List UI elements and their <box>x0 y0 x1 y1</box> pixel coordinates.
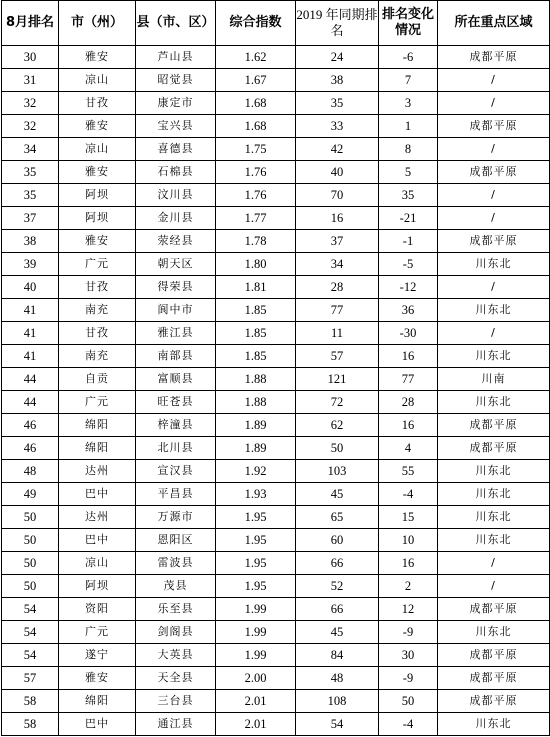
cell-change: 50 <box>379 690 438 713</box>
cell-city: 广元 <box>59 391 136 414</box>
cell-city: 凉山 <box>59 138 136 161</box>
cell-city: 广元 <box>59 621 136 644</box>
cell-index: 1.78 <box>216 230 296 253</box>
cell-rank: 46 <box>2 437 59 460</box>
cell-city: 遂宁 <box>59 644 136 667</box>
cell-zone: 川东北 <box>438 529 550 552</box>
cell-zone: 成都平原 <box>438 161 550 184</box>
cell-county: 恩阳区 <box>136 529 216 552</box>
cell-county: 得荣县 <box>136 276 216 299</box>
header-zone: 所在重点区域 <box>438 1 550 46</box>
cell-county: 喜德县 <box>136 138 216 161</box>
cell-change: 16 <box>379 345 438 368</box>
cell-index: 1.76 <box>216 161 296 184</box>
table-row <box>2 437 550 460</box>
cell-zone: / <box>438 276 550 299</box>
cell-zone: 成都平原 <box>438 414 550 437</box>
cell-rank: 58 <box>2 713 59 736</box>
cell-rank-2019: 42 <box>296 138 379 161</box>
cell-index: 1.95 <box>216 552 296 575</box>
cell-rank-2019: 34 <box>296 253 379 276</box>
table-row <box>2 322 550 345</box>
table-row <box>2 552 550 575</box>
table-row <box>2 161 550 184</box>
cell-rank-2019: 62 <box>296 414 379 437</box>
cell-county: 北川县 <box>136 437 216 460</box>
cell-rank: 50 <box>2 552 59 575</box>
cell-zone: 川东北 <box>438 460 550 483</box>
cell-rank: 38 <box>2 230 59 253</box>
table-row <box>2 506 550 529</box>
cell-county: 通江县 <box>136 713 216 736</box>
cell-change: -4 <box>379 483 438 506</box>
cell-zone: 成都平原 <box>438 115 550 138</box>
cell-index: 1.99 <box>216 621 296 644</box>
cell-rank-2019: 103 <box>296 460 379 483</box>
cell-change: 4 <box>379 437 438 460</box>
cell-change: 30 <box>379 644 438 667</box>
cell-index: 1.85 <box>216 322 296 345</box>
cell-county: 芦山县 <box>136 46 216 69</box>
cell-index: 1.80 <box>216 253 296 276</box>
cell-change: 1 <box>379 115 438 138</box>
cell-city: 阿坝 <box>59 575 136 598</box>
cell-city: 绵阳 <box>59 437 136 460</box>
cell-county: 朝天区 <box>136 253 216 276</box>
cell-rank-2019: 66 <box>296 552 379 575</box>
cell-change: 5 <box>379 161 438 184</box>
cell-index: 1.89 <box>216 437 296 460</box>
cell-rank: 54 <box>2 621 59 644</box>
table-row <box>2 230 550 253</box>
cell-rank-2019: 50 <box>296 437 379 460</box>
cell-county: 汶川县 <box>136 184 216 207</box>
table-row <box>2 207 550 230</box>
cell-index: 1.92 <box>216 460 296 483</box>
cell-county: 昭觉县 <box>136 69 216 92</box>
cell-rank-2019: 65 <box>296 506 379 529</box>
cell-index: 1.68 <box>216 92 296 115</box>
cell-rank-2019: 77 <box>296 299 379 322</box>
cell-rank: 44 <box>2 368 59 391</box>
header-rank-aug: 8月排名 <box>2 1 59 46</box>
cell-change: 2 <box>379 575 438 598</box>
cell-city: 达州 <box>59 506 136 529</box>
cell-rank: 35 <box>2 184 59 207</box>
cell-index: 1.68 <box>216 115 296 138</box>
cell-city: 凉山 <box>59 69 136 92</box>
cell-rank: 50 <box>2 506 59 529</box>
cell-index: 1.88 <box>216 368 296 391</box>
cell-zone: 川东北 <box>438 713 550 736</box>
cell-index: 2.01 <box>216 690 296 713</box>
cell-rank-2019: 48 <box>296 667 379 690</box>
cell-rank-2019: 52 <box>296 575 379 598</box>
cell-city: 巴中 <box>59 529 136 552</box>
cell-rank: 39 <box>2 253 59 276</box>
cell-zone: 成都平原 <box>438 437 550 460</box>
cell-index: 1.99 <box>216 644 296 667</box>
cell-city: 雅安 <box>59 230 136 253</box>
cell-city: 雅安 <box>59 46 136 69</box>
cell-zone: / <box>438 552 550 575</box>
cell-city: 达州 <box>59 460 136 483</box>
header-county: 县（市、区） <box>136 1 216 46</box>
cell-index: 1.99 <box>216 598 296 621</box>
cell-zone: 川南 <box>438 368 550 391</box>
table-row <box>2 184 550 207</box>
cell-zone: / <box>438 207 550 230</box>
cell-index: 1.85 <box>216 345 296 368</box>
cell-zone: 成都平原 <box>438 230 550 253</box>
cell-change: 16 <box>379 414 438 437</box>
cell-city: 雅安 <box>59 115 136 138</box>
cell-rank: 57 <box>2 667 59 690</box>
cell-rank-2019: 37 <box>296 230 379 253</box>
table-row <box>2 598 550 621</box>
cell-city: 资阳 <box>59 598 136 621</box>
table-row <box>2 575 550 598</box>
cell-zone: 成都平原 <box>438 598 550 621</box>
table-row <box>2 299 550 322</box>
cell-county: 雅江县 <box>136 322 216 345</box>
cell-rank: 41 <box>2 322 59 345</box>
cell-rank-2019: 66 <box>296 598 379 621</box>
cell-zone: / <box>438 138 550 161</box>
cell-change: -4 <box>379 713 438 736</box>
cell-index: 1.89 <box>216 414 296 437</box>
cell-city: 阿坝 <box>59 184 136 207</box>
cell-change: 10 <box>379 529 438 552</box>
cell-rank-2019: 60 <box>296 529 379 552</box>
table-row <box>2 391 550 414</box>
cell-index: 1.93 <box>216 483 296 506</box>
cell-zone: 川东北 <box>438 345 550 368</box>
cell-rank: 32 <box>2 115 59 138</box>
cell-rank: 41 <box>2 299 59 322</box>
cell-rank-2019: 38 <box>296 69 379 92</box>
table-body <box>2 46 550 736</box>
cell-county: 阆中市 <box>136 299 216 322</box>
cell-zone: 川东北 <box>438 483 550 506</box>
cell-zone: / <box>438 575 550 598</box>
cell-county: 乐至县 <box>136 598 216 621</box>
cell-change: 7 <box>379 69 438 92</box>
cell-rank: 48 <box>2 460 59 483</box>
cell-county: 大英县 <box>136 644 216 667</box>
cell-zone: / <box>438 184 550 207</box>
cell-rank: 30 <box>2 46 59 69</box>
cell-rank-2019: 11 <box>296 322 379 345</box>
cell-zone: / <box>438 92 550 115</box>
cell-change: 8 <box>379 138 438 161</box>
cell-rank-2019: 28 <box>296 276 379 299</box>
cell-county: 宝兴县 <box>136 115 216 138</box>
cell-city: 甘孜 <box>59 322 136 345</box>
cell-change: 55 <box>379 460 438 483</box>
cell-change: -21 <box>379 207 438 230</box>
cell-city: 巴中 <box>59 483 136 506</box>
cell-city: 绵阳 <box>59 414 136 437</box>
cell-rank: 40 <box>2 276 59 299</box>
cell-zone: 川东北 <box>438 621 550 644</box>
cell-county: 宣汉县 <box>136 460 216 483</box>
table-row <box>2 529 550 552</box>
cell-rank-2019: 121 <box>296 368 379 391</box>
cell-city: 甘孜 <box>59 92 136 115</box>
header-index: 综合指数 <box>216 1 296 46</box>
cell-county: 富顺县 <box>136 368 216 391</box>
cell-change: 16 <box>379 552 438 575</box>
cell-change: 12 <box>379 598 438 621</box>
cell-index: 1.75 <box>216 138 296 161</box>
cell-zone: 成都平原 <box>438 46 550 69</box>
table-row <box>2 713 550 736</box>
cell-zone: 成都平原 <box>438 690 550 713</box>
cell-rank: 54 <box>2 644 59 667</box>
cell-index: 1.67 <box>216 69 296 92</box>
table-row <box>2 253 550 276</box>
cell-zone: 成都平原 <box>438 644 550 667</box>
cell-rank-2019: 108 <box>296 690 379 713</box>
cell-change: -5 <box>379 253 438 276</box>
cell-county: 平昌县 <box>136 483 216 506</box>
header-rank-2019: 2019 年同期排名 <box>296 1 379 46</box>
header-row <box>2 1 550 46</box>
cell-rank-2019: 84 <box>296 644 379 667</box>
cell-rank: 41 <box>2 345 59 368</box>
cell-rank: 49 <box>2 483 59 506</box>
cell-city: 凉山 <box>59 552 136 575</box>
table-row <box>2 621 550 644</box>
cell-county: 茂县 <box>136 575 216 598</box>
table-row <box>2 414 550 437</box>
cell-zone: 川东北 <box>438 506 550 529</box>
cell-rank: 32 <box>2 92 59 115</box>
cell-rank: 54 <box>2 598 59 621</box>
cell-rank-2019: 33 <box>296 115 379 138</box>
cell-change: -9 <box>379 667 438 690</box>
cell-rank: 35 <box>2 161 59 184</box>
table-row <box>2 138 550 161</box>
table-row <box>2 483 550 506</box>
cell-rank-2019: 45 <box>296 621 379 644</box>
cell-rank-2019: 16 <box>296 207 379 230</box>
cell-index: 2.01 <box>216 713 296 736</box>
cell-change: 28 <box>379 391 438 414</box>
cell-index: 1.81 <box>216 276 296 299</box>
cell-rank-2019: 45 <box>296 483 379 506</box>
cell-change: 15 <box>379 506 438 529</box>
cell-county: 荥经县 <box>136 230 216 253</box>
cell-city: 自贡 <box>59 368 136 391</box>
cell-change: -30 <box>379 322 438 345</box>
cell-county: 万源市 <box>136 506 216 529</box>
cell-county: 剑阁县 <box>136 621 216 644</box>
cell-city: 雅安 <box>59 161 136 184</box>
cell-index: 1.95 <box>216 529 296 552</box>
cell-city: 阿坝 <box>59 207 136 230</box>
cell-rank-2019: 40 <box>296 161 379 184</box>
ranking-table <box>1 0 550 736</box>
cell-change: -1 <box>379 230 438 253</box>
cell-change: 3 <box>379 92 438 115</box>
cell-index: 1.77 <box>216 207 296 230</box>
cell-index: 1.95 <box>216 575 296 598</box>
cell-index: 1.62 <box>216 46 296 69</box>
cell-index: 1.88 <box>216 391 296 414</box>
cell-rank-2019: 24 <box>296 46 379 69</box>
header-change: 排名变化情况 <box>379 1 438 46</box>
cell-index: 1.95 <box>216 506 296 529</box>
cell-city: 南充 <box>59 299 136 322</box>
cell-rank: 50 <box>2 529 59 552</box>
cell-rank-2019: 54 <box>296 713 379 736</box>
cell-change: 77 <box>379 368 438 391</box>
table-row <box>2 276 550 299</box>
table-row <box>2 69 550 92</box>
cell-city: 绵阳 <box>59 690 136 713</box>
cell-city: 甘孜 <box>59 276 136 299</box>
cell-county: 康定市 <box>136 92 216 115</box>
cell-rank: 46 <box>2 414 59 437</box>
cell-rank: 34 <box>2 138 59 161</box>
cell-change: 35 <box>379 184 438 207</box>
cell-zone: / <box>438 69 550 92</box>
table-row <box>2 667 550 690</box>
cell-county: 天全县 <box>136 667 216 690</box>
cell-rank-2019: 57 <box>296 345 379 368</box>
cell-change: -9 <box>379 621 438 644</box>
cell-county: 石棉县 <box>136 161 216 184</box>
table-row <box>2 644 550 667</box>
cell-city: 南充 <box>59 345 136 368</box>
cell-county: 南部县 <box>136 345 216 368</box>
cell-change: -6 <box>379 46 438 69</box>
header-city: 市（州） <box>59 1 136 46</box>
table-row <box>2 368 550 391</box>
cell-rank: 50 <box>2 575 59 598</box>
table-row <box>2 345 550 368</box>
cell-zone: / <box>438 322 550 345</box>
cell-index: 1.76 <box>216 184 296 207</box>
cell-zone: 川东北 <box>438 391 550 414</box>
cell-city: 雅安 <box>59 667 136 690</box>
cell-zone: 川东北 <box>438 299 550 322</box>
table-row <box>2 460 550 483</box>
cell-change: -12 <box>379 276 438 299</box>
cell-county: 三台县 <box>136 690 216 713</box>
cell-rank: 58 <box>2 690 59 713</box>
cell-county: 梓潼县 <box>136 414 216 437</box>
cell-city: 广元 <box>59 253 136 276</box>
table-row <box>2 46 550 69</box>
cell-rank-2019: 72 <box>296 391 379 414</box>
cell-rank: 44 <box>2 391 59 414</box>
cell-index: 2.00 <box>216 667 296 690</box>
cell-rank: 37 <box>2 207 59 230</box>
cell-county: 雷波县 <box>136 552 216 575</box>
cell-index: 1.85 <box>216 299 296 322</box>
cell-rank: 31 <box>2 69 59 92</box>
cell-county: 金川县 <box>136 207 216 230</box>
table-row <box>2 690 550 713</box>
cell-rank-2019: 70 <box>296 184 379 207</box>
cell-county: 旺苍县 <box>136 391 216 414</box>
cell-zone: 川东北 <box>438 253 550 276</box>
cell-city: 巴中 <box>59 713 136 736</box>
table-row <box>2 115 550 138</box>
cell-change: 36 <box>379 299 438 322</box>
table-row <box>2 92 550 115</box>
cell-rank-2019: 35 <box>296 92 379 115</box>
cell-zone: 成都平原 <box>438 667 550 690</box>
